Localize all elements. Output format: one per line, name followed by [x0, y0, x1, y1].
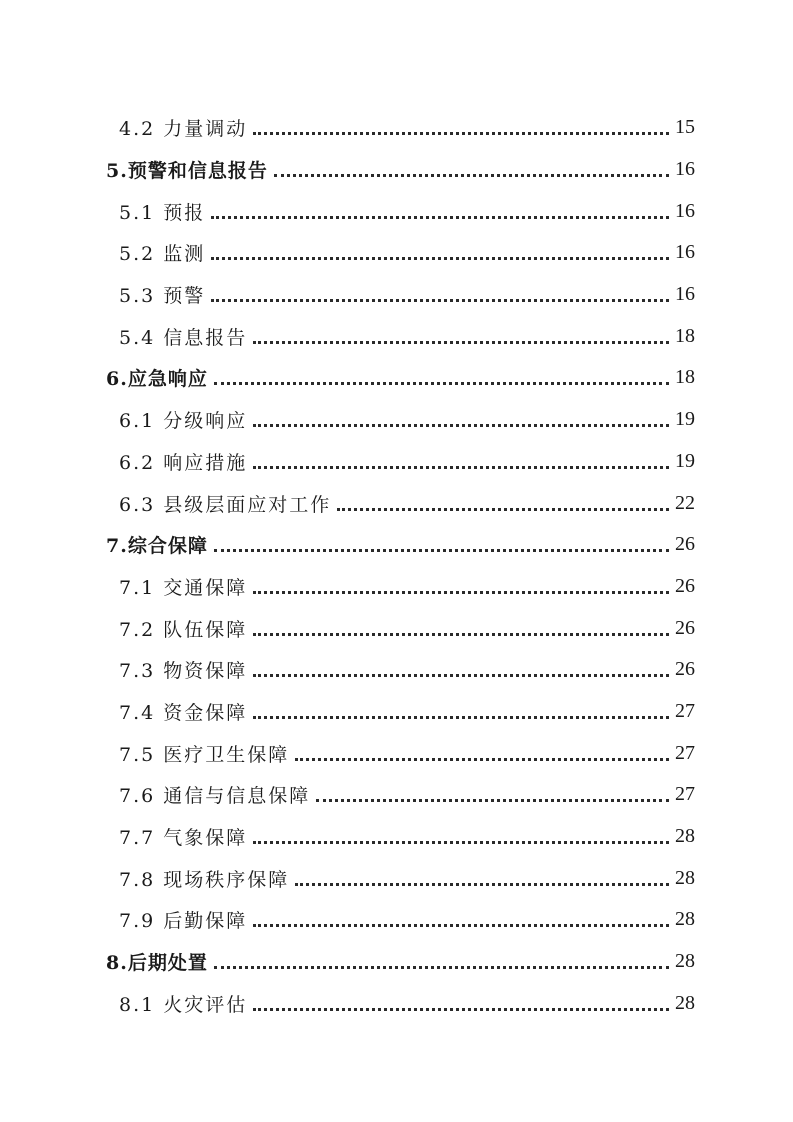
toc-entry-label: 7.3 物资保障: [119, 660, 248, 683]
toc-entry[interactable]: [0, 399, 793, 441]
toc-entry-label: 7.1 交通保障: [119, 576, 248, 599]
toc-entry[interactable]: [0, 232, 793, 274]
toc-entry-label: 7.6 通信与信息保障: [119, 785, 311, 808]
toc-entry-label: 6.应急响应: [106, 368, 208, 391]
toc-page-number: 28: [675, 866, 695, 889]
toc-entry[interactable]: [0, 982, 793, 1024]
toc-leader-dots: [253, 674, 669, 677]
toc-entry-label: 4.2 力量调动: [119, 118, 248, 141]
toc-entry[interactable]: [0, 607, 793, 649]
toc-leader-dots: [253, 341, 669, 344]
toc-entry[interactable]: [0, 107, 793, 149]
toc-page-number: 28: [675, 950, 695, 973]
toc-entry-label: 7.9 后勤保障: [119, 910, 248, 933]
toc-entry-label: 7.7 气象保障: [119, 827, 248, 850]
toc-entry[interactable]: [0, 190, 793, 232]
toc-entry[interactable]: [0, 941, 793, 983]
toc-entry[interactable]: [0, 482, 793, 524]
toc-entry-label: 5.4 信息报告: [119, 326, 248, 349]
toc-page-number: 19: [675, 449, 695, 472]
toc-entry-label: 5.预警和信息报告: [106, 160, 268, 183]
toc-entry-label: 6.3 县级层面应对工作: [119, 493, 332, 516]
table-of-contents: [0, 107, 793, 1024]
toc-page-number: 28: [675, 908, 695, 931]
toc-entry-label: 5.2 监测: [119, 243, 206, 266]
toc-entry[interactable]: [0, 149, 793, 191]
toc-entry[interactable]: [0, 691, 793, 733]
toc-leader-dots: [253, 132, 669, 135]
toc-entry[interactable]: [0, 899, 793, 941]
toc-leader-dots: [337, 508, 669, 511]
toc-leader-dots: [214, 382, 669, 385]
toc-leader-dots: [211, 257, 669, 260]
toc-entry-label: 6.2 响应措施: [119, 451, 248, 474]
toc-leader-dots: [211, 299, 669, 302]
toc-entry[interactable]: [0, 524, 793, 566]
toc-entry-label: 7.4 资金保障: [119, 701, 248, 724]
toc-entry[interactable]: [0, 441, 793, 483]
toc-page-number: 27: [675, 699, 695, 722]
toc-entry[interactable]: [0, 274, 793, 316]
toc-entry-label: 7.综合保障: [106, 535, 208, 558]
toc-leader-dots: [295, 883, 669, 886]
toc-page-number: 27: [675, 741, 695, 764]
toc-entry[interactable]: [0, 857, 793, 899]
toc-leader-dots: [253, 716, 669, 719]
toc-leader-dots: [211, 216, 669, 219]
toc-entry[interactable]: [0, 774, 793, 816]
toc-entry[interactable]: [0, 732, 793, 774]
toc-entry-label: 8.1 火灾评估: [119, 993, 248, 1016]
toc-entry-label: 8.后期处置: [106, 952, 208, 975]
toc-entry[interactable]: [0, 566, 793, 608]
toc-entry-label: 5.3 预警: [119, 285, 206, 308]
toc-entry[interactable]: [0, 315, 793, 357]
toc-page-number: 18: [675, 366, 695, 389]
toc-leader-dots: [274, 174, 669, 177]
toc-entry-label: 5.1 预报: [119, 201, 206, 224]
toc-entry-label: 7.8 现场秩序保障: [119, 868, 290, 891]
toc-page-number: 26: [675, 533, 695, 556]
toc-entry[interactable]: [0, 357, 793, 399]
toc-leader-dots: [253, 633, 669, 636]
toc-page-number: 18: [675, 324, 695, 347]
toc-page-number: 26: [675, 616, 695, 639]
toc-page-number: 16: [675, 158, 695, 181]
toc-leader-dots: [253, 424, 669, 427]
toc-leader-dots: [253, 591, 669, 594]
toc-page-number: 16: [675, 283, 695, 306]
toc-leader-dots: [253, 1008, 669, 1011]
toc-leader-dots: [316, 799, 669, 802]
toc-page-number: 27: [675, 783, 695, 806]
toc-leader-dots: [295, 758, 669, 761]
toc-page-number: 26: [675, 574, 695, 597]
toc-entry-label: 6.1 分级响应: [119, 410, 248, 433]
toc-page-number: 16: [675, 199, 695, 222]
toc-page-number: 28: [675, 825, 695, 848]
toc-entry-label: 7.2 队伍保障: [119, 618, 248, 641]
toc-page-number: 22: [675, 491, 695, 514]
toc-entry-label: 7.5 医疗卫生保障: [119, 743, 290, 766]
toc-page-number: 15: [675, 116, 695, 139]
toc-leader-dots: [214, 549, 669, 552]
toc-page-number: 28: [675, 991, 695, 1014]
toc-leader-dots: [253, 466, 669, 469]
toc-page-number: 16: [675, 241, 695, 264]
toc-leader-dots: [253, 924, 669, 927]
toc-page-number: 19: [675, 408, 695, 431]
toc-entry[interactable]: [0, 816, 793, 858]
toc-page-number: 26: [675, 658, 695, 681]
toc-leader-dots: [253, 841, 669, 844]
toc-leader-dots: [214, 966, 669, 969]
toc-entry[interactable]: [0, 649, 793, 691]
